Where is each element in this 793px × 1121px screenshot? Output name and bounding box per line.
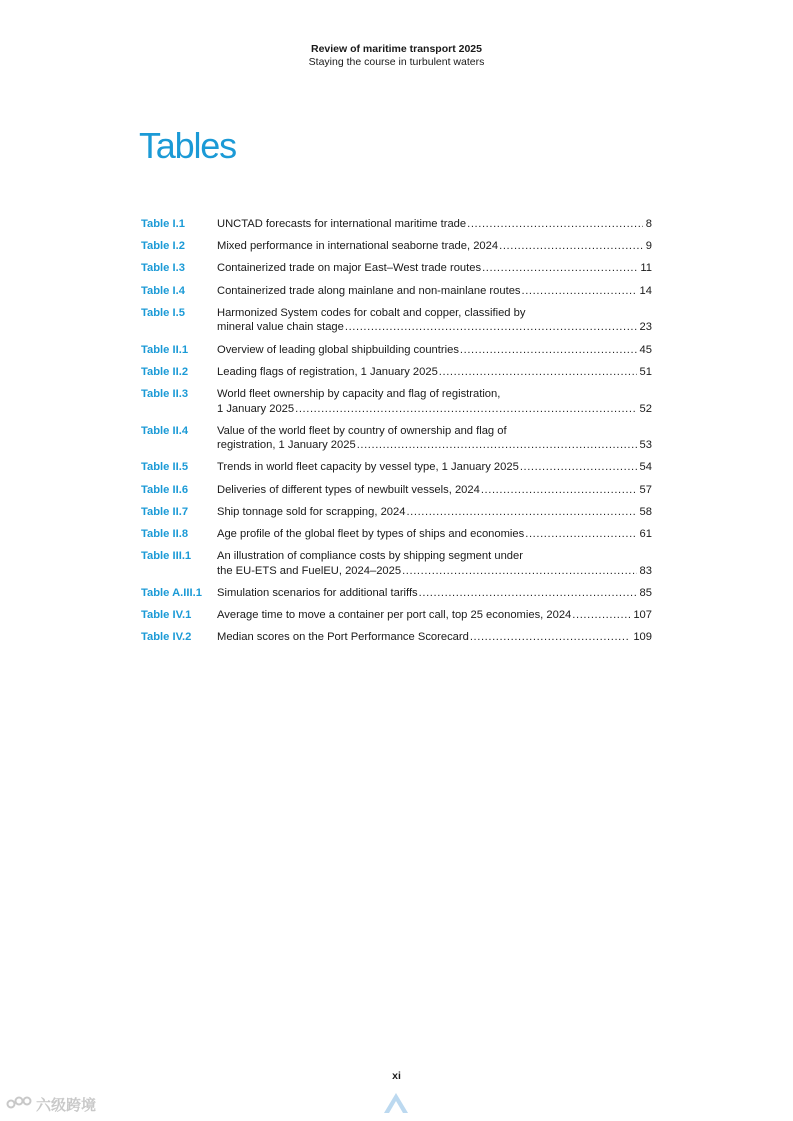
- toc-entry-label[interactable]: Table II.8: [141, 528, 189, 541]
- toc-entry[interactable]: [141, 217, 652, 232]
- dot-leader: [522, 284, 637, 299]
- toc-entry[interactable]: [141, 261, 652, 276]
- toc-entry-line: [217, 402, 652, 417]
- dot-leader: [460, 343, 637, 358]
- toc-entry-content: [217, 549, 652, 578]
- toc-entry-label[interactable]: Table II.7: [141, 505, 189, 518]
- toc-entry-content: [217, 505, 652, 520]
- toc-entry-title: Median scores on the Port Performance Scorecard: [217, 631, 469, 644]
- toc-entry-content: [217, 424, 652, 453]
- toc-entry-line: [217, 586, 652, 601]
- toc-entry-line: [217, 217, 652, 232]
- toc-entry-title: 1 January 2025: [217, 402, 295, 415]
- toc-entry-page[interactable]: 53: [639, 439, 652, 452]
- toc-entry-page[interactable]: 11: [640, 262, 652, 275]
- toc-entry[interactable]: [141, 239, 652, 254]
- toc-entry-label[interactable]: Table II.2: [141, 365, 189, 378]
- toc-entry-page[interactable]: 23: [639, 321, 652, 334]
- toc-entry-page[interactable]: 85: [639, 587, 652, 599]
- toc-entry-label[interactable]: Table II.4: [141, 424, 189, 437]
- toc-entry-title-line: An illustration of compliance costs by shipping segment under: [217, 550, 523, 563]
- dot-leader: [467, 217, 643, 232]
- tables-list: [141, 217, 652, 653]
- toc-entry[interactable]: [141, 306, 652, 335]
- dot-leader: [406, 505, 636, 520]
- watermark-logo-icon: [6, 1095, 32, 1114]
- toc-entry-line: [217, 365, 652, 380]
- toc-entry-line: [217, 483, 652, 498]
- toc-entry[interactable]: [141, 549, 652, 578]
- dot-leader: [419, 586, 637, 601]
- toc-entry-label[interactable]: Table A.III.1: [141, 587, 202, 599]
- toc-entry-page[interactable]: 109: [633, 631, 652, 644]
- dot-leader: [470, 630, 630, 645]
- dot-leader: [345, 320, 637, 335]
- toc-entry[interactable]: [141, 284, 652, 299]
- toc-entry-line: [217, 343, 652, 358]
- toc-entry[interactable]: [141, 586, 652, 601]
- toc-entry-title-line: World fleet ownership by capacity and flag of registration,: [217, 387, 501, 400]
- toc-entry[interactable]: [141, 630, 652, 645]
- toc-entry-page[interactable]: 52: [639, 402, 652, 415]
- toc-entry-label[interactable]: Table II.5: [141, 461, 189, 474]
- toc-entry-title-line: Value of the world fleet by country of ownership and flag of: [217, 424, 507, 437]
- toc-entry-page[interactable]: 51: [639, 365, 652, 378]
- toc-entry-label[interactable]: Table II.3: [141, 387, 189, 400]
- toc-entry-title: Deliveries of different types of newbuilt vessels, 2024: [217, 483, 480, 496]
- watermark-text: 六级跨境: [36, 1097, 97, 1114]
- toc-entry-title: Simulation scenarios for additional tariffs: [217, 587, 418, 599]
- toc-entry-label[interactable]: Table I.1: [141, 218, 185, 230]
- toc-entry-content: [217, 387, 652, 416]
- dot-leader: [499, 239, 643, 254]
- toc-entry[interactable]: [141, 608, 652, 623]
- dot-leader: [295, 402, 636, 417]
- toc-entry-line: [217, 527, 652, 542]
- dot-leader: [402, 564, 636, 579]
- toc-entry-content: [217, 239, 652, 254]
- dot-leader: [525, 527, 636, 542]
- toc-entry-line: [217, 564, 652, 579]
- toc-entry[interactable]: [141, 365, 652, 380]
- toc-entry-label[interactable]: Table I.5: [141, 306, 185, 319]
- toc-entry-label[interactable]: Table III.1: [141, 550, 192, 563]
- toc-entry-line: [217, 438, 652, 453]
- toc-entry-content: [217, 261, 652, 276]
- toc-entry-content: [217, 630, 652, 645]
- watermark: [6, 1094, 96, 1115]
- toc-entry-page[interactable]: 54: [639, 461, 652, 474]
- toc-entry-page[interactable]: 8: [645, 218, 652, 230]
- toc-entry[interactable]: [141, 527, 652, 542]
- dot-leader: [481, 483, 637, 498]
- toc-entry-title: the EU-ETS and FuelEU, 2024–2025: [217, 564, 402, 577]
- toc-entry[interactable]: [141, 505, 652, 520]
- toc-entry-content: [217, 586, 652, 601]
- toc-entry[interactable]: [141, 343, 652, 358]
- scroll-top-arrow-icon[interactable]: [382, 1089, 410, 1115]
- toc-entry-label[interactable]: Table I.4: [141, 284, 185, 297]
- toc-entry-title: Average time to move a container per port call, top 25 economies, 2024: [217, 609, 572, 622]
- toc-entry-title: mineral value chain stage: [217, 321, 344, 334]
- toc-entry-title-line: Harmonized System codes for cobalt and copper, classified by: [217, 306, 526, 319]
- dot-leader: [357, 438, 637, 453]
- toc-entry-content: [217, 483, 652, 498]
- toc-entry-label[interactable]: Table IV.1: [141, 609, 192, 622]
- toc-entry-title: Containerized trade along mainlane and non-mainlane routes: [217, 284, 521, 297]
- toc-entry-title: Age profile of the global fleet by types of ships and economies: [217, 528, 525, 541]
- dot-leader: [439, 365, 637, 380]
- page-title: Tables: [139, 125, 236, 166]
- report-title: Review of maritime transport 2025: [311, 43, 482, 55]
- report-subtitle: Staying the course in turbulent waters: [308, 56, 485, 68]
- toc-entry-content: [217, 343, 652, 358]
- toc-entry-label[interactable]: Table II.1: [141, 343, 189, 356]
- toc-entry-content: [217, 306, 652, 335]
- toc-entry-content: [217, 608, 652, 623]
- toc-entry-title: UNCTAD forecasts for international maritime trade: [217, 218, 467, 230]
- toc-entry-line: [217, 284, 652, 299]
- toc-entry-line: [217, 630, 652, 645]
- toc-entry-title: Leading flags of registration, 1 January 2025: [217, 365, 438, 378]
- toc-entry-page[interactable]: 9: [645, 240, 652, 253]
- toc-entry[interactable]: [141, 483, 652, 498]
- toc-entry-title: Trends in world fleet capacity by vessel type, 1 January 2025: [217, 461, 519, 474]
- toc-entry-content: [217, 460, 652, 475]
- toc-entry-line: [217, 460, 652, 475]
- toc-entry-page[interactable]: 61: [639, 528, 652, 541]
- toc-entry-content: [217, 284, 652, 299]
- toc-entry[interactable]: [141, 460, 652, 475]
- running-header: [0, 43, 793, 69]
- dot-leader: [482, 261, 637, 276]
- toc-entry-label[interactable]: Table II.6: [141, 483, 189, 496]
- toc-entry[interactable]: [141, 387, 652, 416]
- toc-entry-content: [217, 527, 652, 542]
- dot-leader: [572, 608, 630, 623]
- toc-entry-page[interactable]: 107: [633, 609, 652, 622]
- toc-entry-title: Mixed performance in international seaborne trade, 2024: [217, 240, 499, 253]
- page-number: xi: [392, 1070, 401, 1082]
- toc-entry-line: [217, 320, 652, 335]
- toc-entry-title: Overview of leading global shipbuilding countries: [217, 343, 459, 356]
- toc-entry-page[interactable]: 57: [639, 483, 652, 496]
- toc-entry-content: [217, 217, 652, 232]
- toc-entry-label[interactable]: Table IV.2: [141, 631, 192, 644]
- toc-entry-label[interactable]: Table I.2: [141, 240, 185, 253]
- toc-entry-page[interactable]: 58: [639, 505, 652, 518]
- toc-entry-line: [217, 239, 652, 254]
- toc-entry-page[interactable]: 14: [639, 284, 652, 297]
- toc-entry-line: [217, 261, 652, 276]
- toc-entry-page[interactable]: 83: [639, 564, 652, 577]
- toc-entry-label[interactable]: Table I.3: [141, 262, 185, 275]
- toc-entry-line: [217, 608, 652, 623]
- toc-entry-title: registration, 1 January 2025: [217, 439, 356, 452]
- toc-entry-content: [217, 365, 652, 380]
- toc-entry-title: Ship tonnage sold for scrapping, 2024: [217, 505, 406, 518]
- dot-leader: [520, 460, 637, 475]
- toc-entry-title: Containerized trade on major East–West trade routes: [217, 262, 482, 275]
- toc-entry-page[interactable]: 45: [639, 343, 652, 356]
- toc-entry[interactable]: [141, 424, 652, 453]
- toc-entry-line: [217, 505, 652, 520]
